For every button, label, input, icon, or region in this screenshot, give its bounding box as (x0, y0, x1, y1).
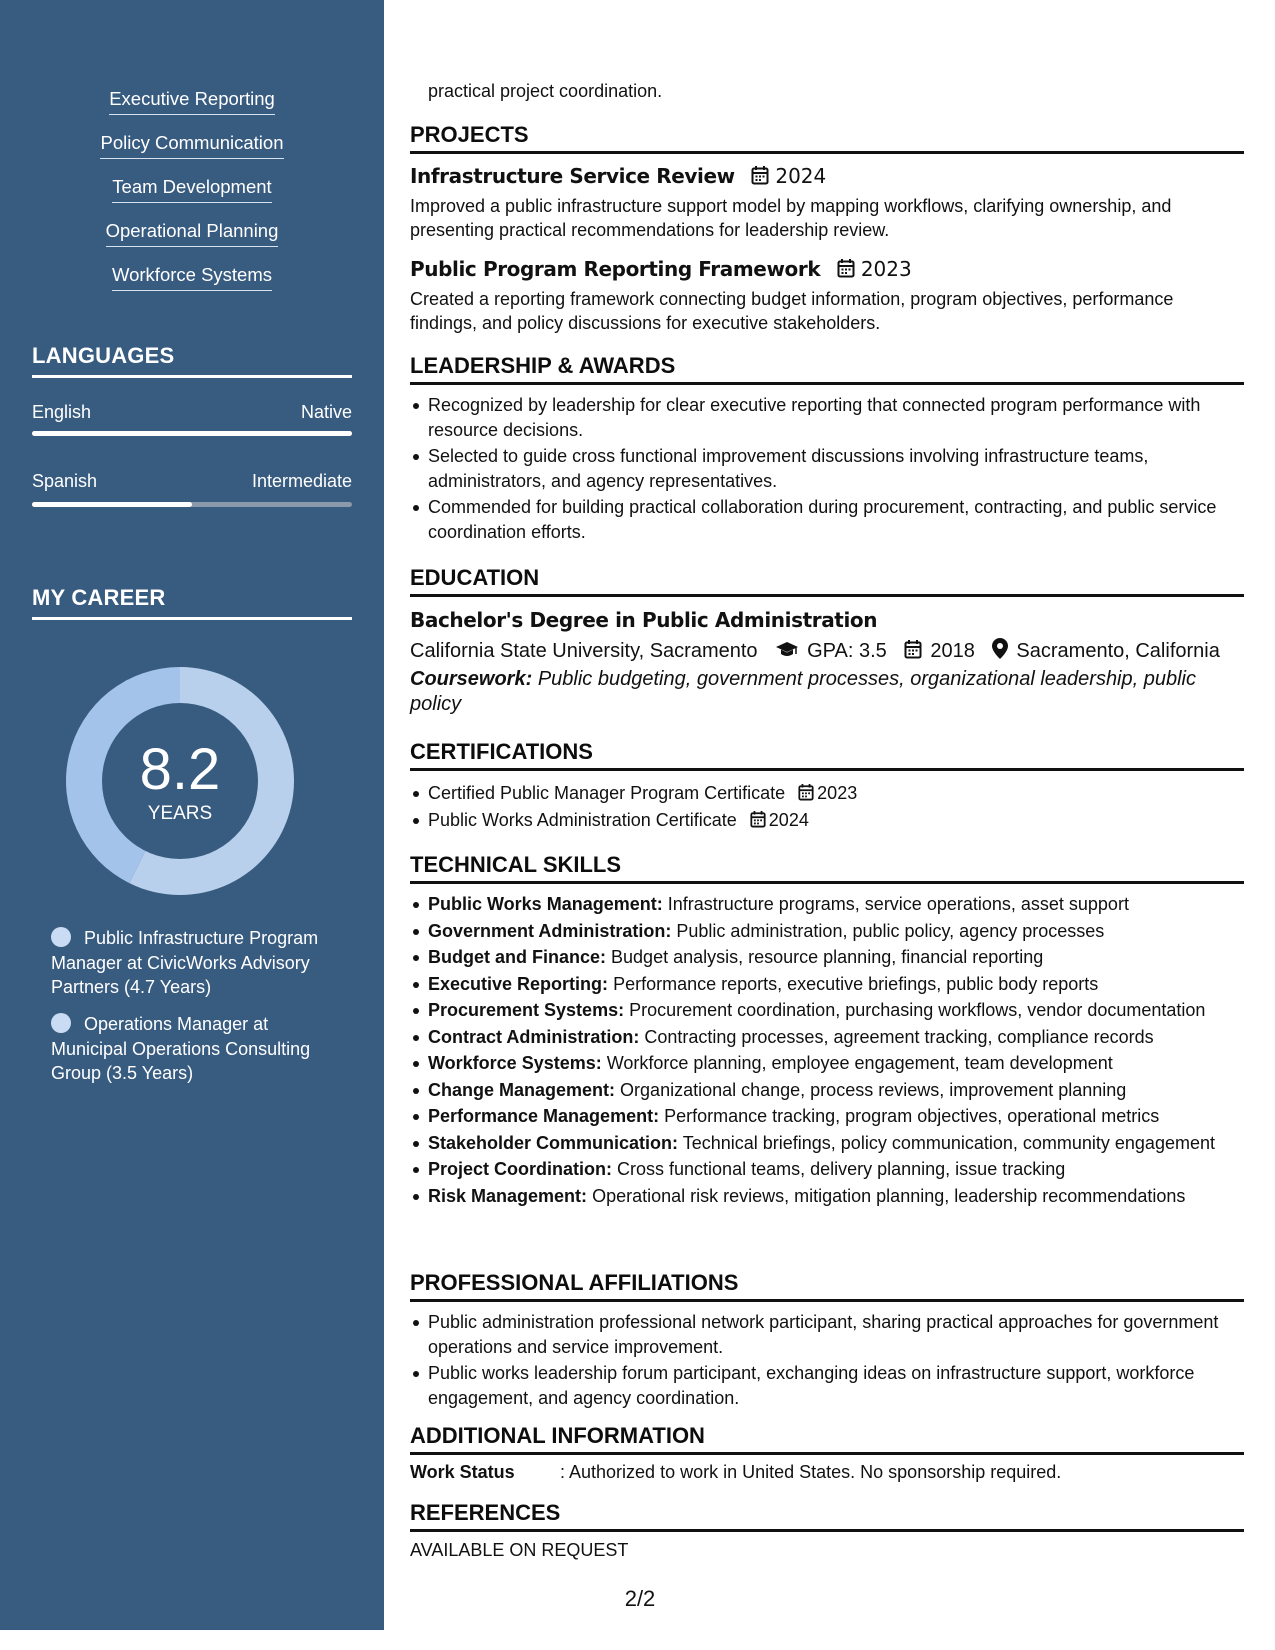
languages-heading: LANGUAGES (32, 343, 352, 378)
gpa: GPA: 3.5 (807, 640, 887, 662)
technical-skills-list (410, 892, 1262, 1210)
degree-title: Bachelor's Degree in Public Administration (410, 608, 878, 632)
list-item (428, 1025, 1262, 1050)
skill-label: Risk Management: (428, 1185, 588, 1206)
skill-text: Cross functional teams, delivery planning, issue tracking (617, 1159, 1066, 1179)
work-status-value: : Authorized to work in United States. No sponsorship required. (560, 1462, 1062, 1482)
career-heading: MY CAREER (32, 585, 352, 620)
language-bar-fill (32, 431, 352, 436)
skill-text: Public administration, public policy, agency processes (676, 920, 1105, 941)
list-item (428, 1104, 1262, 1129)
leadership-list (410, 393, 1262, 546)
career-dot (51, 927, 71, 947)
skill-text: Technical briefings, policy communication, community engagement (682, 1132, 1215, 1153)
calendar-icon (750, 810, 766, 828)
graduation-cap-icon (775, 641, 799, 659)
project-year: 2024 (775, 164, 827, 188)
language-name: English (32, 402, 92, 422)
projects-heading: PROJECTS (410, 123, 1244, 154)
skill-label: Project Coordination: (428, 1159, 612, 1179)
skill-text: Contracting processes, agreement tracking, compliance records (644, 1026, 1154, 1047)
coursework (410, 667, 1244, 717)
education-location: Sacramento, California (1016, 640, 1220, 662)
technical-skills-heading: TECHNICAL SKILLS (410, 853, 1244, 884)
skill-text: Performance tracking, program objectives, operational metrics (664, 1106, 1160, 1126)
project-title (410, 164, 826, 188)
project-description: Created a reporting framework connecting budget information, program objectives, performance findings, and policy discussions for executive stakeholders. (410, 289, 1174, 333)
language-level: Native (300, 402, 352, 422)
graduation-year: 2018 (930, 640, 975, 662)
language-bar-fill (32, 502, 192, 507)
location-pin-icon (992, 638, 1008, 659)
skill-label: Executive Reporting: (428, 973, 609, 994)
career-total-years: 8.2 (139, 737, 221, 802)
language-name: Spanish (32, 471, 98, 491)
career-years-label: YEARS (147, 803, 213, 824)
certification-year: 2023 (817, 783, 858, 803)
project-description: Improved a public infrastructure support model by mapping workflows, clarifying ownership, and presenting practical recommendations for leadership review. (410, 196, 1172, 240)
skill-links (0, 88, 384, 308)
skill-label: Budget and Finance: (428, 947, 607, 967)
leadership-heading: LEADERSHIP & AWARDS (410, 354, 1244, 385)
affiliations-heading: PROFESSIONAL AFFILIATIONS (410, 1271, 1244, 1302)
skill-text: Budget analysis, resource planning, financial reporting (611, 947, 1044, 967)
list-item: Public administration professional network participant, sharing practical approaches for government operations and service improvement. (428, 1310, 1262, 1359)
calendar-icon (837, 258, 855, 278)
list-item: Selected to guide cross functional improvement discussions involving infrastructure teams, administrators, and agency representatives. (428, 444, 1262, 493)
carryover-text: practical project coordination. (428, 81, 663, 101)
skill-text: Infrastructure programs, service operations, asset support (667, 894, 1129, 914)
skill-label: Workforce Systems: (428, 1053, 602, 1073)
skill-label: Government Administration: (428, 920, 672, 941)
skill-label: Performance Management: (428, 1106, 660, 1126)
language-bar (32, 431, 352, 436)
list-item: Commended for building practical collaboration during procurement, contracting, and public service coordination efforts. (428, 495, 1262, 544)
skill-link[interactable]: Operational Planning (106, 220, 279, 247)
list-item (428, 808, 1262, 833)
calendar-icon (798, 783, 814, 801)
skill-label: Contract Administration: (428, 1026, 640, 1047)
skill-label: Procurement Systems: (428, 1000, 625, 1020)
references-heading: REFERENCES (410, 1501, 1244, 1532)
certification-year: 2024 (768, 809, 809, 830)
list-item (428, 781, 1262, 806)
skill-link[interactable]: Team Development (112, 176, 271, 203)
language-bar (32, 502, 352, 507)
skill-text: Operational risk reviews, mitigation planning, leadership recommendations (592, 1185, 1186, 1206)
coursework-text: Public budgeting, government processes, organizational leadership, public policy (410, 668, 1196, 715)
career-dot (51, 1013, 71, 1033)
sidebar (0, 0, 384, 1630)
skill-link[interactable]: Executive Reporting (109, 88, 275, 115)
list-item (428, 1051, 1262, 1076)
list-item (428, 919, 1262, 944)
calendar-icon (904, 639, 922, 659)
skill-text: Performance reports, executive briefings, public body reports (613, 973, 1099, 994)
calendar-icon (751, 165, 769, 185)
page-number: 2/2 (624, 1586, 656, 1611)
list-item: Public works leadership forum participant, exchanging ideas on infrastructure support, workforce engagement, and agency coordination. (428, 1361, 1262, 1410)
education-heading: EDUCATION (410, 566, 1244, 597)
skill-label: Public Works Management: (428, 894, 663, 914)
skill-label: Stakeholder Communication: (428, 1132, 679, 1153)
list-item (428, 1131, 1262, 1156)
project-name: Infrastructure Service Review (410, 164, 735, 188)
coursework-label: Coursework: (410, 668, 533, 690)
list-item (428, 998, 1262, 1023)
project-year: 2023 (860, 257, 912, 281)
list-item (428, 945, 1262, 970)
career-entry (51, 926, 341, 1000)
work-status-label: Work Status (410, 1462, 515, 1482)
list-item (428, 1184, 1262, 1209)
career-entry (51, 1012, 341, 1086)
education-details (410, 638, 1220, 663)
certifications-list (410, 781, 1262, 834)
affiliations-list (410, 1310, 1262, 1412)
skill-link[interactable]: Policy Communication (100, 132, 283, 159)
skill-text: Organizational change, process reviews, improvement planning (620, 1079, 1127, 1100)
career-entry-text: Operations Manager at Municipal Operations Consulting Group (3.5 Years) (51, 1014, 311, 1083)
career-entry-text: Public Infrastructure Program Manager at CivicWorks Advisory Partners (4.7 Years) (51, 928, 319, 997)
list-item: Recognized by leadership for clear executive reporting that connected program performance with resource decisions. (428, 393, 1262, 442)
list-item (428, 972, 1262, 997)
project-title (410, 257, 912, 281)
skill-text: Procurement coordination, purchasing workflows, vendor documentation (629, 1000, 1206, 1020)
language-level: Intermediate (251, 471, 352, 491)
skill-label: Change Management: (428, 1079, 616, 1100)
list-item (428, 1078, 1262, 1103)
project-name: Public Program Reporting Framework (410, 257, 821, 281)
school-name: California State University, Sacramento (410, 640, 758, 662)
list-item (428, 1157, 1262, 1182)
list-item (428, 892, 1262, 917)
certifications-heading: CERTIFICATIONS (410, 740, 1244, 771)
additional-info-heading: ADDITIONAL INFORMATION (410, 1424, 1244, 1455)
references-text: AVAILABLE ON REQUEST (410, 1540, 629, 1560)
certification-name: Certified Public Manager Program Certificate (428, 783, 786, 803)
skill-text: Workforce planning, employee engagement, team development (606, 1053, 1113, 1073)
skill-link[interactable]: Workforce Systems (112, 264, 272, 291)
certification-name: Public Works Administration Certificate (428, 809, 737, 830)
